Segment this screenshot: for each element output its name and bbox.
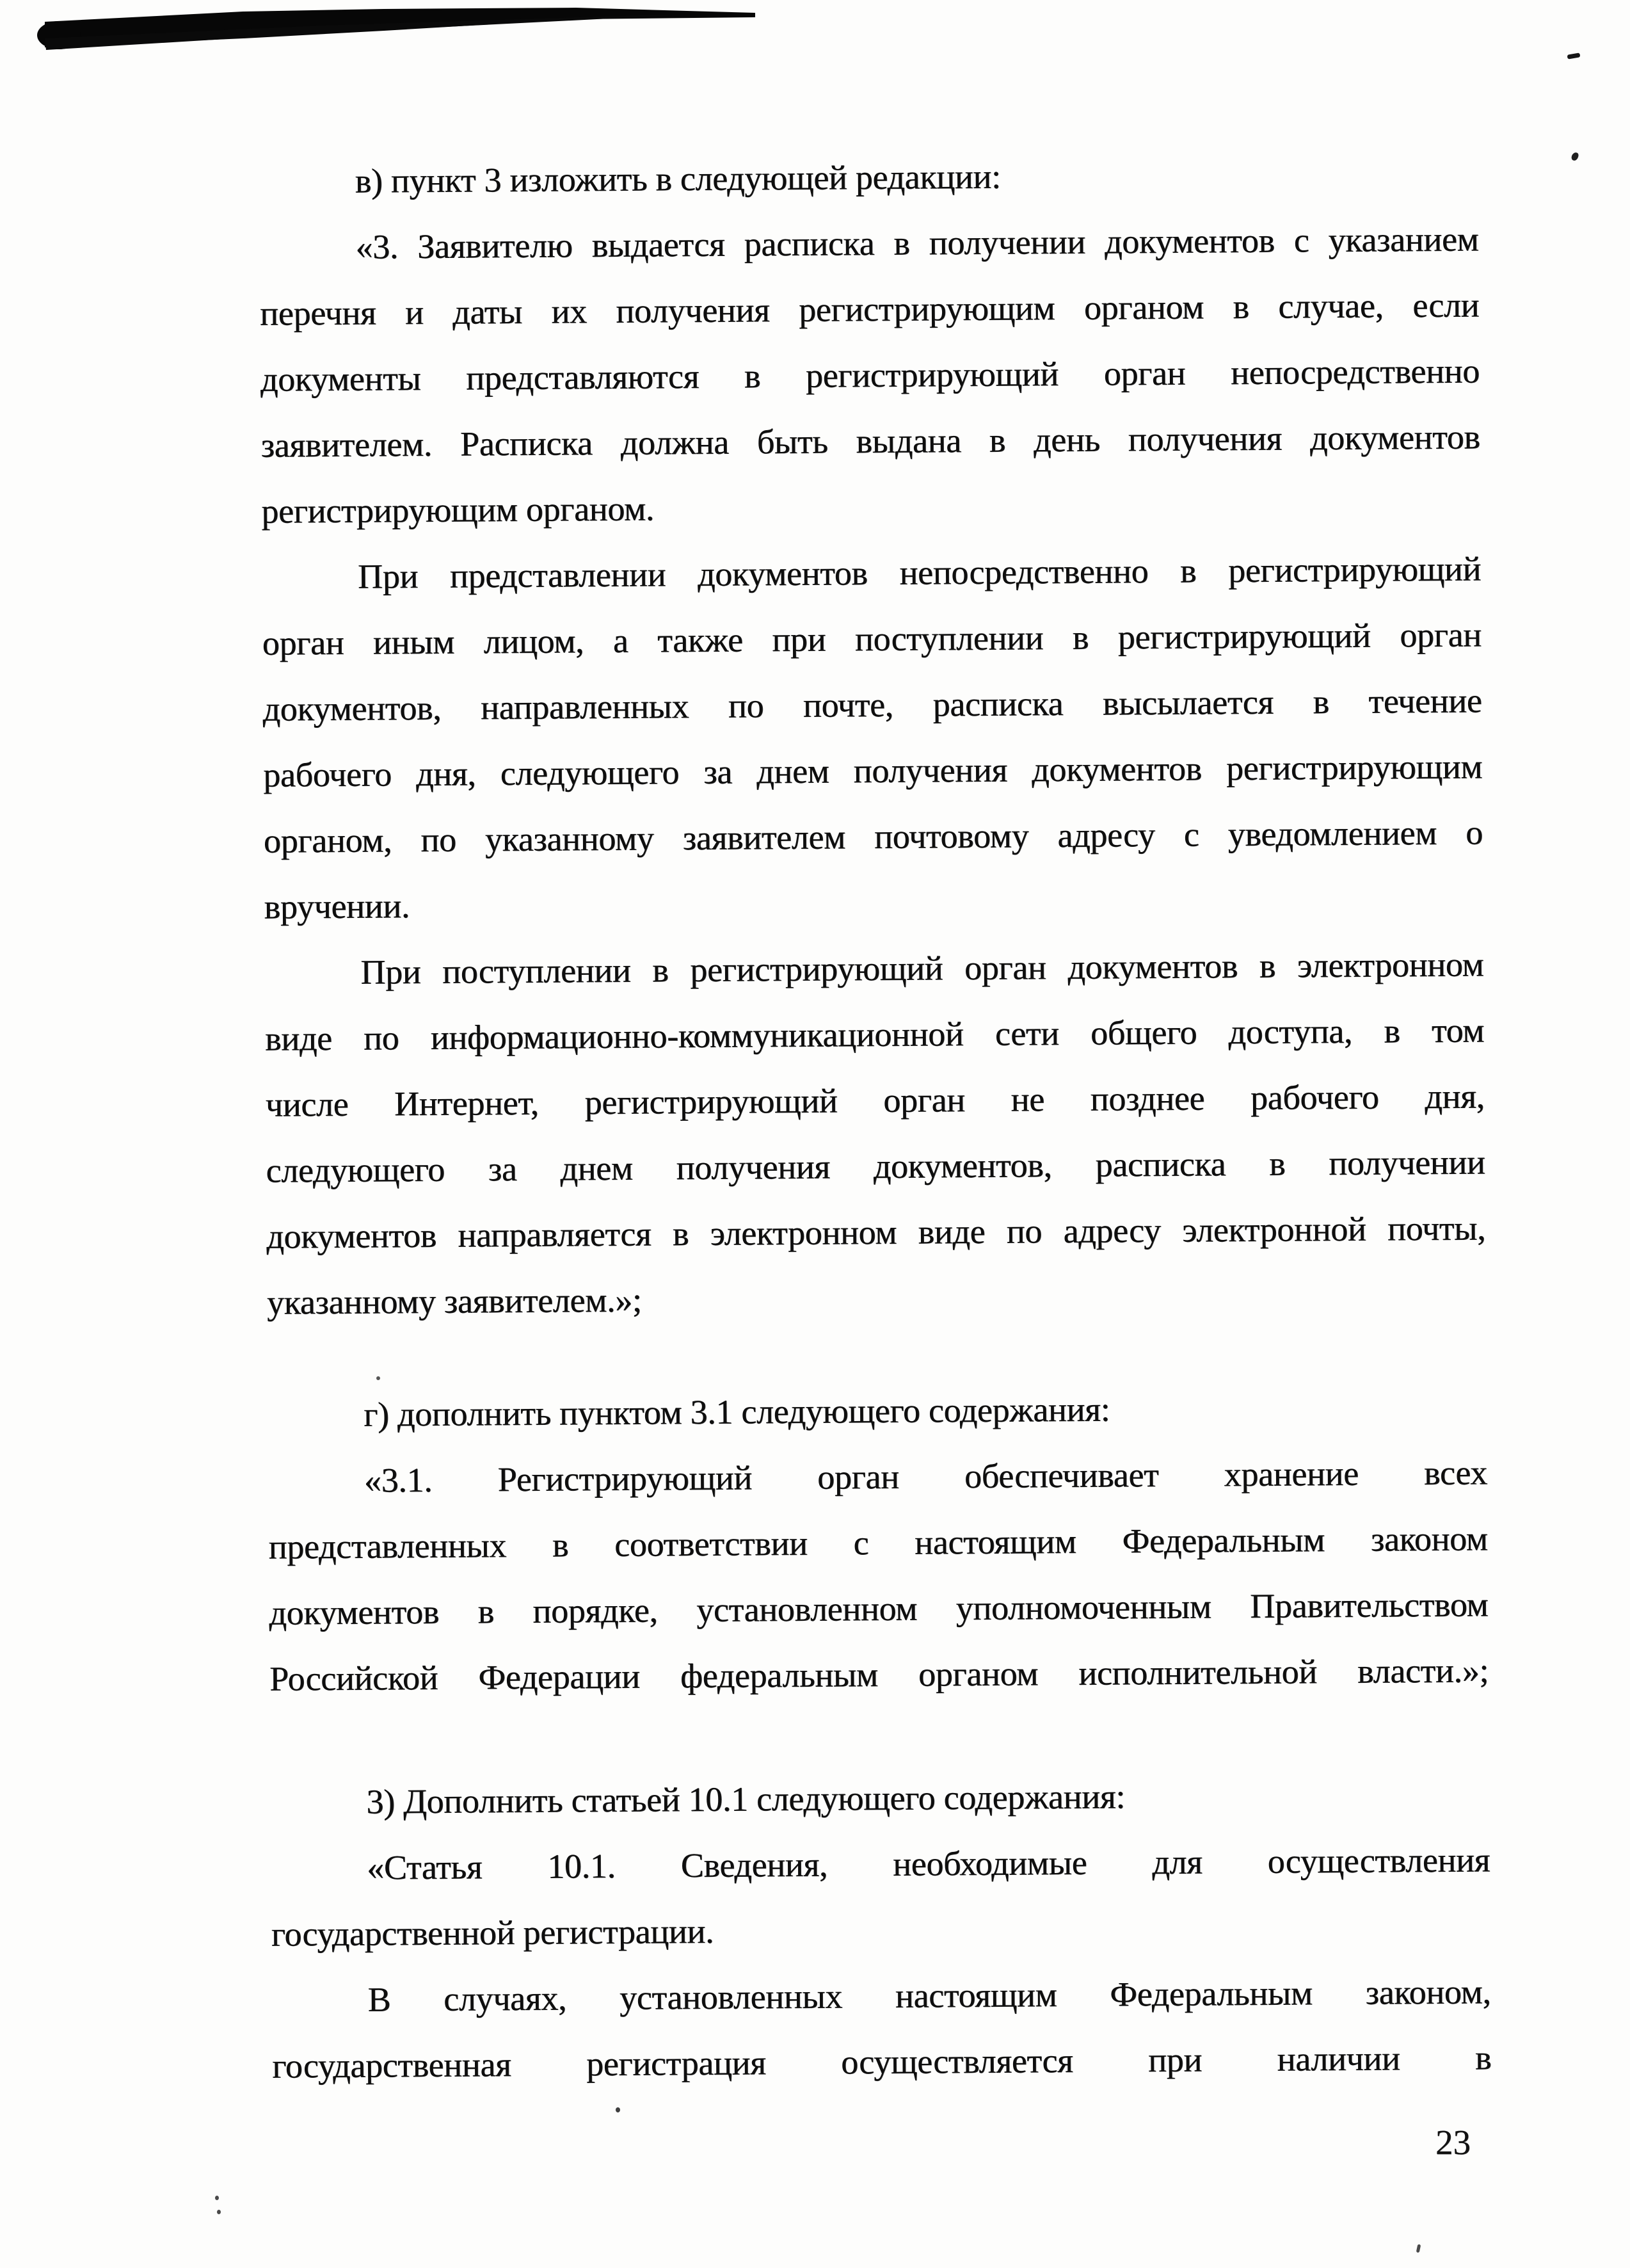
document-line: виде по информационно-коммуникационной сети общего доступа, в том (264, 1011, 1485, 1058)
document-line: органом, по указанному заявителем почтовому адресу с уведомлением о (263, 813, 1483, 860)
document-line: государственной регистрации. (271, 1911, 714, 1954)
colon-speck-icon (215, 2196, 219, 2200)
document-line: рабочего дня, следующего за днем получения документов регистрирующим (263, 747, 1483, 794)
document-line: заявителем. Расписка должна быть выдана в день получения документов (260, 417, 1480, 465)
document-line: Российской Федерации федеральным органом исполнительной власти.»; (269, 1651, 1489, 1698)
document-line: «3. Заявителю выдается расписка в получении документов с указанием (355, 220, 1479, 266)
dash-speck-icon (1567, 52, 1581, 59)
document-line: числе Интернет, регистрирующий орган не позднее рабочего дня, (265, 1077, 1485, 1124)
page-number: 23 (1435, 2123, 1471, 2162)
document-line: регистрирующим органом. (261, 489, 655, 531)
document-line: представленных в соответствии с настоящим Федеральным законом (268, 1519, 1488, 1566)
document-line: документы представляются в регистрирующий орган непосредственно (260, 351, 1480, 399)
tick-speck-icon (1570, 152, 1579, 161)
document-line: «Статья 10.1. Сведения, необходимые для осуществления (366, 1840, 1490, 1887)
document-line: При представлении документов непосредственно в регистрирующий (357, 549, 1482, 596)
document-line: в) пункт 3 изложить в следующей редакции: (355, 157, 1001, 200)
document-line: документов направляется в электронном виде по адресу электронной почты, (266, 1209, 1486, 1256)
colon-speck-icon (217, 2210, 221, 2214)
apostrophe-speck-icon (1416, 2244, 1421, 2253)
document-line: указанному заявителем.»; (266, 1280, 642, 1322)
ink-streak-icon (0, 0, 800, 128)
document-line: вручении. (264, 887, 410, 926)
document-line: При поступлении в регистрирующий орган документов в электронном (360, 945, 1484, 992)
document-line: документов в порядке, установленном уполномоченным Правительством (269, 1585, 1489, 1632)
document-line: следующего за днем получения документов, расписка в получении (266, 1143, 1485, 1190)
document-line: перечня и даты их получения регистрирующим органом в случае, если (259, 286, 1480, 333)
document-line: документов, направленных по почте, расписка высылается в течение (262, 681, 1482, 728)
document-line: В случаях, установленных настоящим Федеральным законом, (367, 1972, 1491, 2019)
document-line: орган иным лицом, а также при поступлении в регистрирующий орган (262, 615, 1482, 663)
document-line: «3.1. Регистрирующий орган обеспечивает хранение всех (364, 1453, 1488, 1500)
document-line: г) дополнить пунктом 3.1 следующего содержания: (363, 1390, 1110, 1434)
document-line: государственная регистрация осуществляется при наличии в (272, 2038, 1492, 2086)
document-text-block (259, 140, 1491, 2099)
document-line: 3) Дополнить статьей 10.1 следующего содержания: (366, 1777, 1126, 1821)
dot-speck-icon (616, 2107, 620, 2112)
